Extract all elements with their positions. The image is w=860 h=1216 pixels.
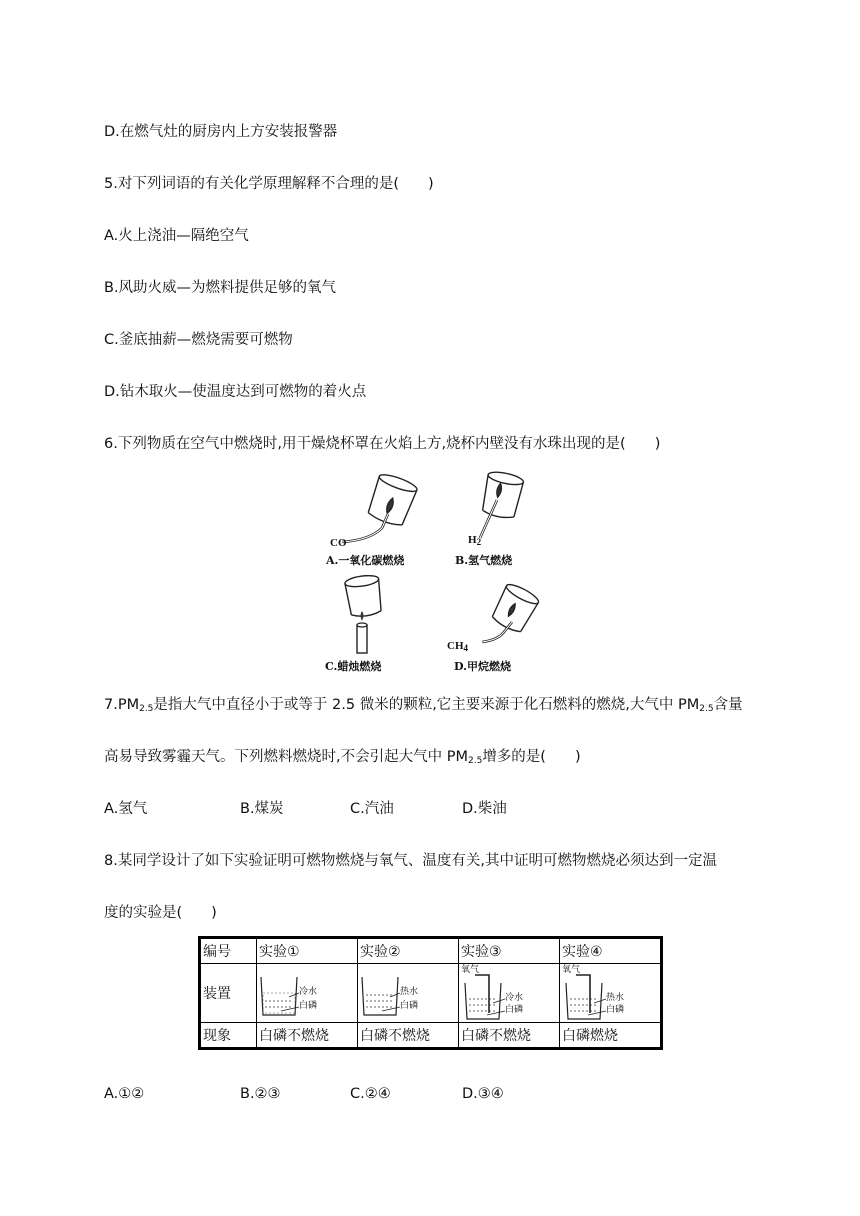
q4-option-d: D.在燃气灶的厨房内上方安装报警器	[104, 124, 338, 140]
row-label-phenomenon: 现象	[200, 1023, 257, 1049]
figure-d-caption: D.甲烷燃烧	[454, 660, 511, 673]
exp-4-phenomenon: 白磷燃烧	[560, 1023, 662, 1049]
table-row	[200, 964, 662, 1023]
row-label-apparatus: 装置	[200, 964, 257, 1023]
exp-1-apparatus: 冷水 白磷	[257, 964, 358, 1023]
q5-stem: 5.对下列词语的有关化学原理解释不合理的是( )	[104, 176, 434, 192]
q7-option-b: B.煤炭	[240, 801, 284, 817]
exp-1-phenomenon: 白磷不燃烧	[257, 1023, 358, 1049]
exp-1-header: 实验①	[257, 938, 358, 964]
q5-option-c: C.釜底抽薪—燃烧需要可燃物	[104, 332, 293, 348]
figure-d-gas: $CH_4$	[447, 640, 468, 653]
exp-4-apparatus: 氧气 热水 白磷	[560, 964, 662, 1023]
exp-3-header: 实验③	[459, 938, 560, 964]
q7-option-c: C.汽油	[350, 801, 394, 817]
table-row	[200, 1023, 662, 1049]
exp-3-phenomenon: 白磷不燃烧	[459, 1023, 560, 1049]
q5-option-a: A.火上浇油—隔绝空气	[104, 228, 249, 244]
exp-2-phenomenon: 白磷不燃烧	[358, 1023, 459, 1049]
exp-2-apparatus: 热水 白磷	[358, 964, 459, 1023]
figure-candle-burning	[340, 575, 390, 657]
figure-c-caption: C.蜡烛燃烧	[325, 660, 382, 673]
figure-b-caption: B.氢气燃烧	[455, 554, 513, 567]
exp-2-header: 实验②	[358, 938, 459, 964]
figure-a-caption: A.一氧化碳燃烧	[326, 554, 405, 567]
exp-3-apparatus: 氧气 冷水 白磷	[459, 964, 560, 1023]
figure-b-gas: $H_2$	[468, 534, 482, 547]
exp-4-header: 实验④	[560, 938, 662, 964]
q5-option-b: B.风助火威—为燃料提供足够的氧气	[104, 280, 337, 296]
q7-options	[104, 800, 507, 818]
q5-option-d: D.钻木取火—使温度达到可燃物的着火点	[104, 384, 367, 400]
figure-a-gas: CO	[330, 537, 347, 549]
row-label-number: 编号	[200, 938, 257, 964]
q8-option-a: A.①②	[104, 1086, 145, 1102]
q8-option-d: D.③④	[462, 1086, 504, 1102]
q7-line2: 高易导致雾霾天气。下列燃料燃烧时,不会引起大气中 $PM_{2.5}$增多的是( )	[104, 749, 581, 766]
experiment-table	[198, 936, 663, 1050]
q8-line1: 8.某同学设计了如下实验证明可燃物燃烧与氧气、温度有关,其中证明可燃物燃烧必须达到一定温	[104, 853, 717, 869]
q8-option-c: C.②④	[350, 1086, 391, 1102]
q8-line2: 度的实验是( )	[104, 905, 217, 921]
q7-option-d: D.柴油	[462, 801, 507, 817]
q8-option-b: B.②③	[240, 1086, 281, 1102]
q7-line1: $7.PM_{2.5}$是指大气中直径小于或等于 2.5 微米的颗粒,它主要来源于化石燃料的燃烧,大气中 $PM_{2.5}$含量	[104, 697, 743, 714]
q7-option-a: A.氢气	[104, 801, 148, 817]
q6-stem: 6.下列物质在空气中燃烧时,用干燥烧杯罩在火焰上方,烧杯内壁没有水珠出现的是( )	[104, 436, 661, 452]
q8-options	[104, 1085, 504, 1103]
table-row	[200, 938, 662, 964]
